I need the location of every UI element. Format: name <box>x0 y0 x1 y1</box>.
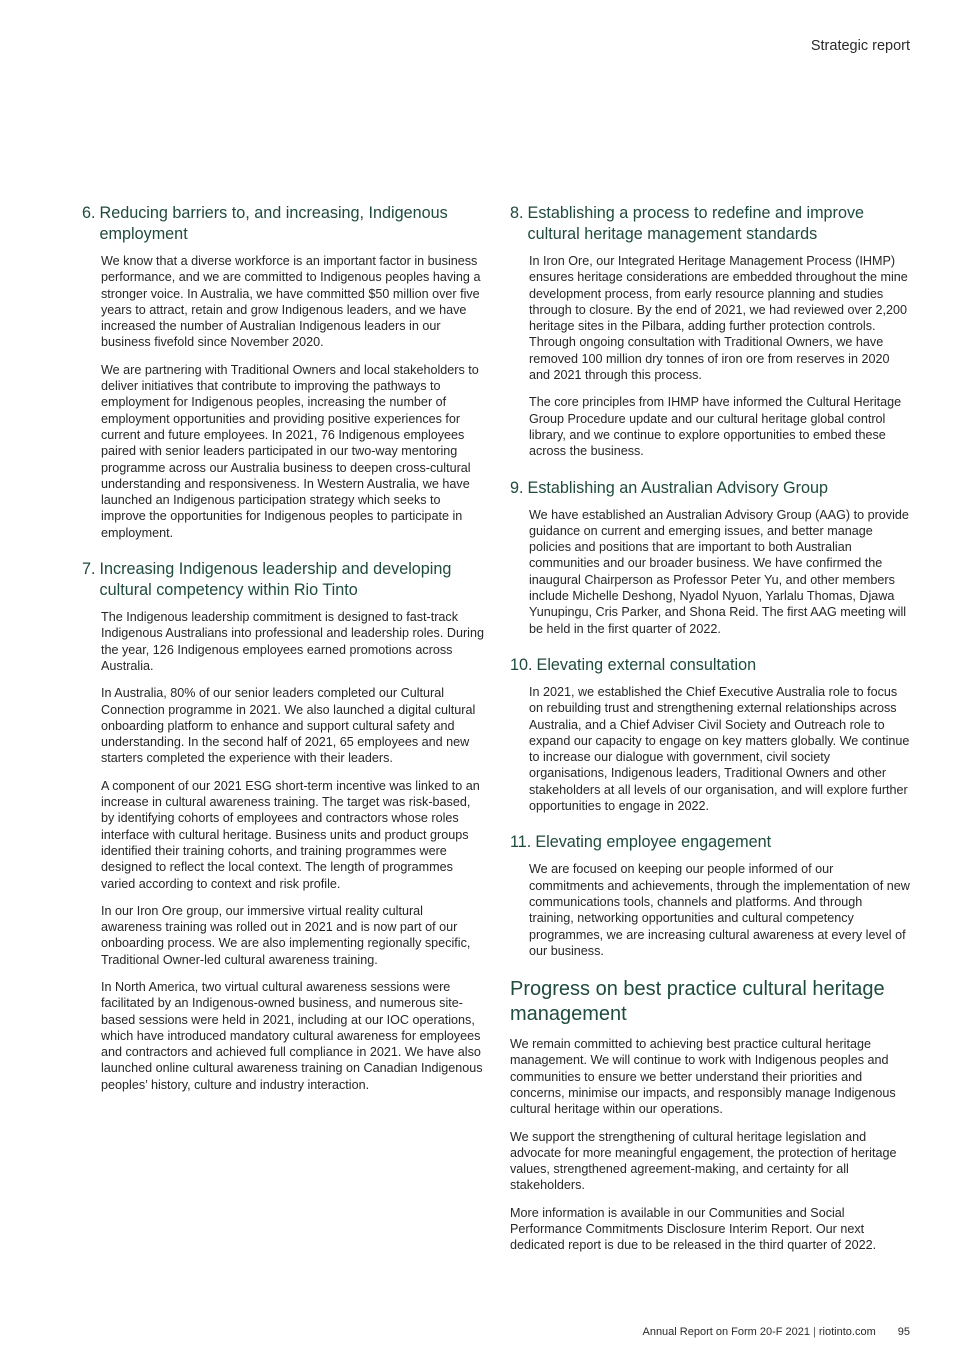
section-number: 8. <box>510 204 524 222</box>
paragraph: We support the strengthening of cultural heritage legislation and advocate for more meaningful engagement, the protection of heritage values, strengthened agreement-making, and certainty for all stakeholders. <box>510 1129 897 1193</box>
paragraph: In North America, two virtual cultural awareness sessions were facilitated by an Indigenous-owned business, and numerous site-based sessions were held in 2021, including at our IOC operations, which have introduced mandatory cultural awareness for employees and contractors and achieved full compliance in 2021. We have also launched online cultural awareness training on Canadian Indigenous peoples’ history, culture and industry interaction. <box>101 979 483 1092</box>
commitment-section-10 <box>510 655 910 814</box>
paragraph: We are focused on keeping our people informed of our commitments and achievements, through the implementation of new communications tools, channels and platforms. And through training, networking opportunities and cultural competency programmes, we are increasing cultural awareness at every level of our business. <box>529 862 910 958</box>
progress-section <box>510 977 910 1254</box>
paragraph: The core principles from IHMP have informed the Cultural Heritage Group Procedure update and our cultural heritage global control library, and we continue to explore opportunities to embed these across the business. <box>529 395 902 459</box>
section-title: Elevating external consultation <box>536 655 757 674</box>
paragraph: A component of our 2021 ESG short-term incentive was linked to an increase in cultural awareness training. The target was risk-based, by identifying cohorts of employees and contractors whose roles interface with cultural heritage. Business units and product groups identified their training cohorts, and training programmes were designed to reflect the local context. The length of programmes varied according to context and risk profile. <box>101 778 480 891</box>
paragraph: In Australia, 80% of our senior leaders completed our Cultural Connection programme in 2021. We also launched a digital cultural onboarding platform to enhance and support cultural safety and understanding. In the second half of 2021, 65 employees and new starters completed the experience with their leaders. <box>101 686 476 766</box>
paragraph: We are partnering with Traditional Owners and local stakeholders to deliver initiatives that contribute to improving the pathways to employment for Indigenous peoples, increasing the number of employment opportunities and providing positive experiences for current and future employees. In 2021, 76 Indigenous employees paired with senior leaders participated in our two-way mentoring programme across our Australia business to deepen cross-cultural understanding and responsiveness. In Western Australia, we have launched an Indigenous participation strategy which seeks to improve the opportunities for Indigenous peoples to participate in employment. <box>101 362 479 540</box>
report-title: Annual Report on Form 20-F 2021 <box>642 1326 811 1338</box>
section-number: 10. <box>510 655 533 674</box>
section-heading <box>510 478 910 499</box>
section-number: 7. <box>82 560 96 579</box>
section-header: Strategic report <box>810 38 910 54</box>
commitment-section-7 <box>82 559 484 1093</box>
commitment-section-6 <box>82 203 484 541</box>
section-body <box>82 609 484 1093</box>
progress-heading: Progress on best practice cultural heritage management <box>510 978 885 1026</box>
footer-separator: | <box>813 1326 816 1338</box>
page-footer <box>642 1326 910 1338</box>
paragraph: We know that a diverse workforce is an important factor in business performance, and we are committed to Indigenous peoples having a stronger voice. In Australia, we have committed $50 million over five years to attract, retain and grow Indigenous leaders, and we have increased the number of Australian Indigenous leaders in our business fivefold since November 2020. <box>101 254 481 350</box>
paragraph: In our Iron Ore group, our immersive virtual reality cultural awareness training was rolled out in 2021 and is now part of our onboarding process. We are also implementing regionally specific, Traditional Owner-led cultural awareness training. <box>101 903 471 967</box>
section-heading <box>510 832 910 853</box>
website-link[interactable]: riotinto.com <box>818 1326 876 1338</box>
section-number: 11. <box>510 833 532 852</box>
paragraph: We remain committed to achieving best practice cultural heritage management. We will continue to work with Indigenous peoples and communities to ensure we better understand their priorities and concerns, minimise our impacts, and responsibly manage Indigenous cultural heritage within our operations. <box>510 1037 896 1117</box>
section-title: Establishing an Australian Advisory Group <box>527 478 829 497</box>
section-heading <box>510 655 910 676</box>
section-number: 9. <box>510 478 524 497</box>
left-column <box>82 203 484 1111</box>
paragraph: In 2021, we established the Chief Executive Australia role to focus on rebuilding trust and strengthening external relationships across Australia, and a Chief Adviser Civil Society and Outreach role to expand our capacity to engage on key matters globally. We continue to increase our dialogue with government, civil society organisations, Indigenous leaders, Traditional Owners and other stakeholders at all levels of our organisation, and will explore further opportunities to engage in 2022. <box>529 684 910 814</box>
page-number: 95 <box>897 1326 910 1338</box>
commitment-section-11 <box>510 832 910 959</box>
paragraph: The Indigenous leadership commitment is designed to fast-track Indigenous Australians into professional and leadership roles. During the year, 126 Indigenous employees earned promotions across Australia. <box>101 610 484 673</box>
right-column <box>510 203 910 1265</box>
section-body <box>82 253 484 541</box>
paragraph: More information is available in our Communities and Social Performance Commitments Disclosure Interim Report. Our next dedicated report is due to be released in the third quarter of 2022. <box>510 1205 877 1253</box>
section-title: Reducing barriers to, and increasing, Indigenous employment <box>99 204 448 243</box>
section-heading <box>82 203 484 245</box>
section-body <box>510 507 910 637</box>
commitment-section-9 <box>510 478 910 637</box>
section-title: Elevating employee engagement <box>535 833 772 852</box>
commitment-section-8 <box>510 203 910 460</box>
section-body <box>510 861 910 959</box>
section-title: Increasing Indigenous leadership and developing cultural competency within Rio Tinto <box>99 560 452 600</box>
section-body <box>510 684 910 814</box>
section-body <box>510 253 910 460</box>
section-heading <box>82 559 484 601</box>
section-number: 6. <box>82 204 96 222</box>
section-heading <box>510 203 910 245</box>
paragraph: We have established an Australian Advisory Group (AAG) to provide guidance on current and emerging issues, and better manage policies and positions that are important to both Australian communities and our broader business. We have confirmed the inaugural Chairperson as Professor Peter Yu, and other members include Michelle Deshong, Nyadol Nyuon, Yarlalu Thomas, Djawa Yunupingu, Cris Parker, and Shona Reid. The first AAG meeting will be held in the first quarter of 2022. <box>529 507 909 636</box>
section-title: Establishing a process to redefine and improve cultural heritage management standards <box>527 204 865 243</box>
paragraph: In Iron Ore, our Integrated Heritage Management Process (IHMP) ensures heritage considerations are embedded throughout the mine development process, from early resource planning and studies through to closure. By the end of 2021, we had reviewed over 2,200 heritage sites in the Pilbara, adding further protection controls. Through ongoing consultation with Traditional Owners, we have removed 100 million dry tonnes of iron ore from reserves in 2020 and 2021 through this process. <box>529 254 908 383</box>
